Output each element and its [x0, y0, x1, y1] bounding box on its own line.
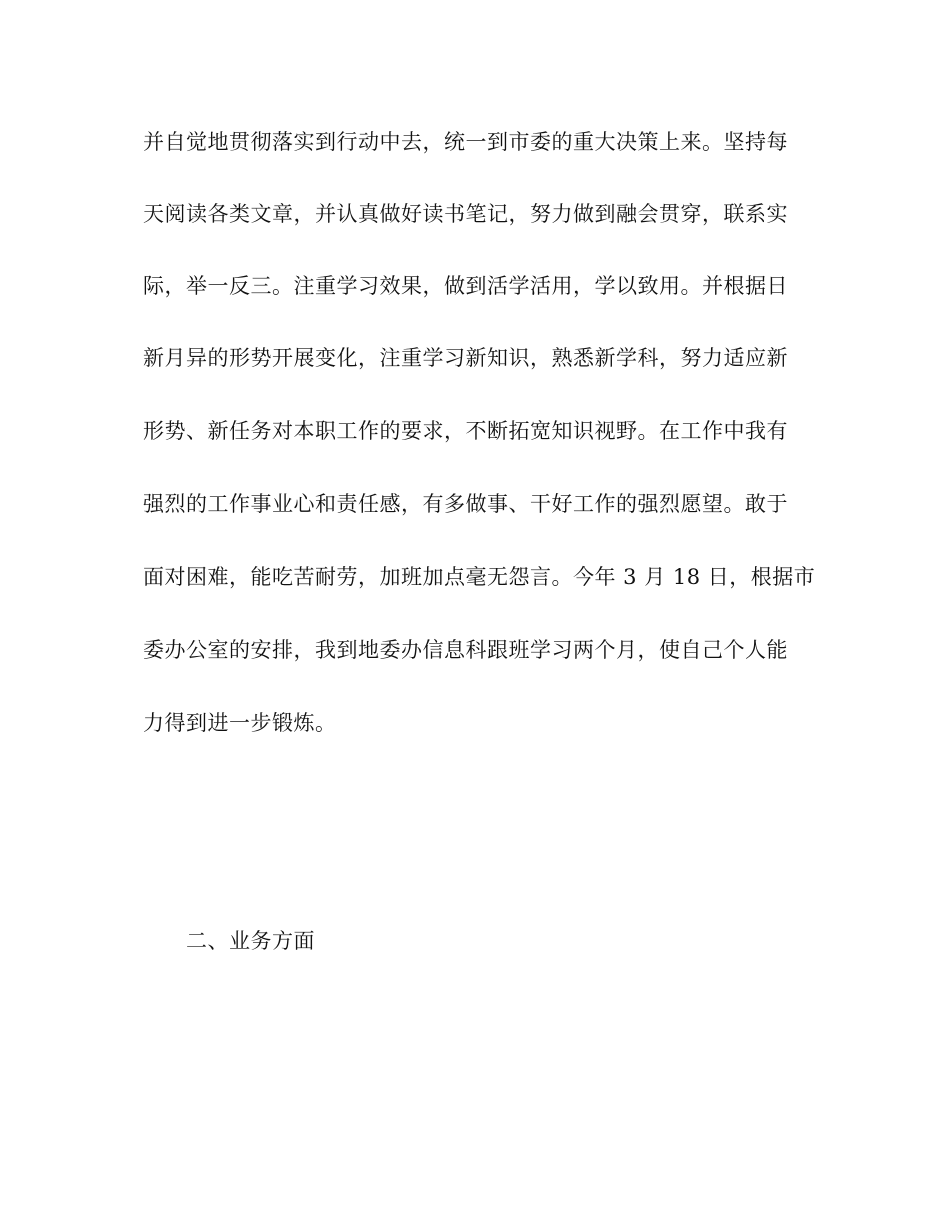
section-heading: 二、业务方面 — [186, 929, 315, 953]
paragraph-line-9: 力得到进一步锻炼。 — [143, 711, 337, 735]
paragraph-line-2: 天阅读各类文章，并认真做好读书笔记，努力做到融会贯穿，联系实 — [143, 202, 788, 226]
paragraph-line-7: 面对困难，能吃苦耐劳，加班加点毫无怨言。今年 3 月 18 日，根据市 — [143, 565, 816, 589]
paragraph-line-8: 委办公室的安排，我到地委办信息科跟班学习两个月，使自己个人能 — [143, 638, 788, 662]
paragraph-line-1: 并自觉地贯彻落实到行动中去，统一到市委的重大决策上来。坚持每 — [143, 130, 788, 154]
paragraph-line-3: 际，举一反三。注重学习效果，做到活学活用，学以致用。并根据日 — [143, 274, 788, 298]
paragraph-line-4: 新月异的形势开展变化，注重学习新知识，熟悉新学科，努力适应新 — [143, 346, 788, 370]
paragraph-line-5: 形势、新任务对本职工作的要求，不断拓宽知识视野。在工作中我有 — [143, 419, 788, 443]
paragraph-line-6: 强烈的工作事业心和责任感，有多做事、干好工作的强烈愿望。敢于 — [143, 492, 788, 516]
